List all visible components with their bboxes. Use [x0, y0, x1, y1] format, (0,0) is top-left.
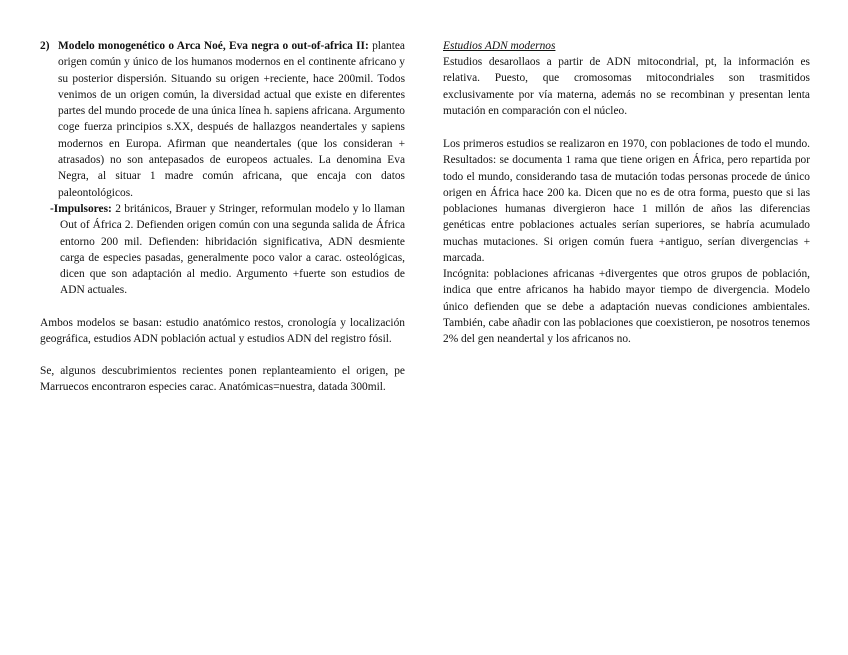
se-paragraph: Se, algunos descubrimientos recientes ponen replanteamiento el origen, pe Marruecos encontraron especies carac. Anatómicas=nuestra, datada 300mil.: [40, 365, 405, 394]
adn-paragraph-1: Estudios desarollaos a partir de ADN mitocondrial, pt, la información es relativa. Puesto, que cromosomas mitocondriales son trasmitidos exclusivamente por vía materna, además no se recombinan y presentan lenta mutación en comparación con el núcleo.: [443, 56, 810, 117]
impulsores-text: 2 británicos, Brauer y Stringer, reformulan modelo y lo llaman Out of África 2. Defienden origen común con una segunda salida de África entorno 200 mil. Defienden: hibridación significativa, ADN desmiente carga de especies pasadas, generalmente poco valor a carac. osteológicas, dicen que son adaptación al medio. Argumento +fuerte son estudios de ADN actuales.: [60, 203, 405, 297]
section-title: Estudios ADN modernos: [443, 40, 556, 52]
model-body: plantea origen común y único de los humanos modernos en el continente africano y su posterior dispersión. Situando su origen +reciente, hace 200mil. Todos venimos de un origen común, la diversidad actual que existe en diferentes partes del mundo procede de una única línea h. sapiens africana. Argumento coge fuerza principios s.XX, después de hallazgos neandertales y sapiens modernos en Europa. Afirman que neandertales (que los consideran + atrasados) no son antepasados de europeos actuales. La denomina Eva Negra, al situar 1 madre común africana, que encaja con datos paleontológicos.: [58, 40, 405, 199]
item-number: 2): [40, 40, 50, 52]
adn-paragraph-2: Los primeros estudios se realizaron en 1970, con poblaciones de todo el mundo. Resultados: se documenta 1 rama que tiene origen en África, pero repartida por todo el mundo, considerando tasa de mutación todas personas procede de único origen en África hace 200 ka. Dicen que no es de otra forma, puesto que si las poblaciones humanas divergieron hace 1 millón de años las diferencias genéticas entre poblaciones actuales serían superiores, se habría acumulado muchas mutaciones. Si origen común fuera +antiguo, serían divergencias + marcada.: [443, 138, 810, 265]
ambos-paragraph: Ambos modelos se basan: estudio anatómico restos, cronología y localización geográfica, estudios ADN población actual y estudios ADN del registro fósil.: [40, 317, 405, 346]
model-heading: Modelo monogenético o Arca Noé, Eva negra o out-of-africa II:: [58, 40, 369, 52]
impulsores-label: -Impulsores:: [50, 203, 112, 215]
adn-paragraph-3: Incógnita: poblaciones africanas +divergentes que otros grupos de población, indica que entre africanos ha habido mayor tiempo de divergencia. Modelo único defienden que se debe a adaptación nuevas condiciones ambientales. También, cabe añadir con las poblaciones que coexistieron, pe nosotros tenemos 2% del gen neandertal y los africanos no.: [443, 268, 810, 346]
model-paragraph: [58, 38, 405, 201]
impulsores-paragraph: [50, 201, 405, 299]
